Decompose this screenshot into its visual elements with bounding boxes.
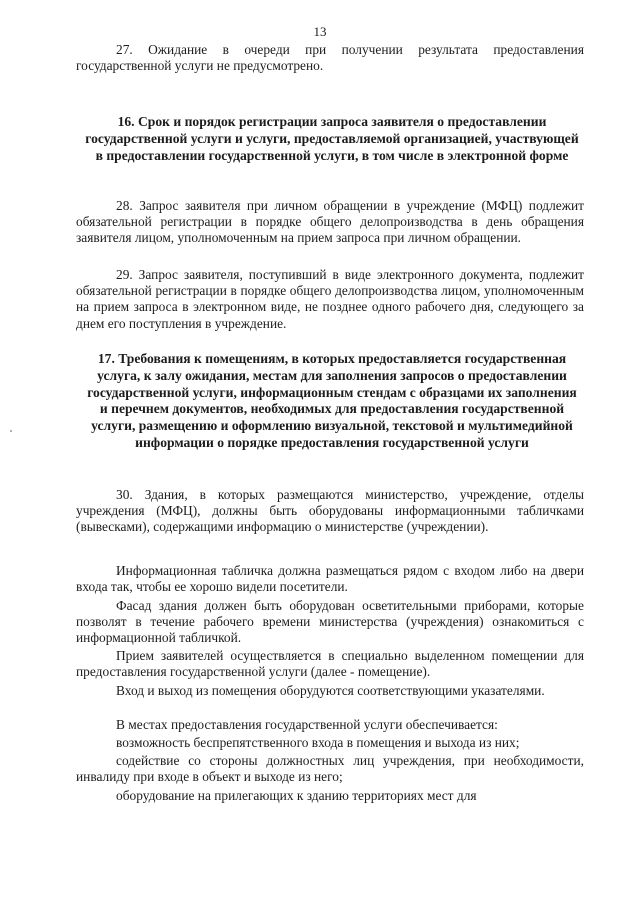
paragraph-facade: Фасад здания должен быть оборудован осветительными приборами, которые позволят в течение рабочего времени министерства (учреждения) ознакомиться с информационной табличкой. — [76, 598, 584, 646]
paragraph-entry: Вход и выход из помещения оборудуются соответствующими указателями. — [116, 683, 545, 698]
paragraph-reception: Прием заявителей осуществляется в специально выделенном помещении для предоставления государственной услуги (далее - помещение). — [76, 648, 584, 680]
paragraph-30: 30. Здания, в которых размещаются министерство, учреждение, отделы учреждения (МФЦ), должны быть оборудованы информационными табличками (вывесками), содержащими информацию о министерстве (учреждении). — [76, 487, 584, 535]
paragraph-27: 27. Ожидание в очереди при получении результата предоставления государственной услуги не предусмотрено. — [76, 42, 584, 74]
paragraph-sign: Информационная табличка должна размещаться рядом с входом либо на двери входа так, чтобы ее хорошо видели посетители. — [76, 563, 584, 595]
section-16-heading: 16. Срок и порядок регистрации запроса заявителя о предоставлении государственной услуги и услуги, предоставляемой организацией, участвующей в предоставлении государственной услуги, в том числе в электронной форме — [85, 114, 579, 163]
paragraph-29: 29. Запрос заявителя, поступивший в виде электронного документа, подлежит обязательной регистрации в порядке общего делопроизводства лицом, уполномоченным на прием запроса в электронном виде, не позднее одного рабочего дня, следующего за днем его поступления в учреждение. — [76, 267, 584, 331]
paragraph-access: возможность беспрепятственного входа в помещения и выхода из них; — [116, 735, 520, 750]
section-17-heading: 17. Требования к помещениям, в которых предоставляется государственная услуга, к залу ожидания, местам для заполнения запросов о предоставлении государственной услуги, информационным стендам с образцами их заполнения и перечнем документов, необходимых для предоставления государственной услуги, размещению и оформлению визуальной, текстовой и мультимедийной информации о порядке предоставления государственной услуги — [87, 351, 577, 450]
paragraph-places: В местах предоставления государственной услуги обеспечивается: — [116, 717, 498, 732]
paragraph-28: 28. Запрос заявителя при личном обращении в учреждение (МФЦ) подлежит обязательной регистрации в порядке общего делопроизводства в день обращения заявителя лицом, уполномоченным на прием запроса при личном обращении. — [76, 198, 584, 246]
paragraph-assist: содействие со стороны должностных лиц учреждения, при необходимости, инвалиду при входе в объект и выходе из него; — [76, 753, 584, 785]
paragraph-parking: оборудование на прилегающих к зданию территориях мест для — [116, 788, 477, 803]
scan-speck — [10, 430, 12, 432]
page-number: 13 — [313, 24, 327, 39]
